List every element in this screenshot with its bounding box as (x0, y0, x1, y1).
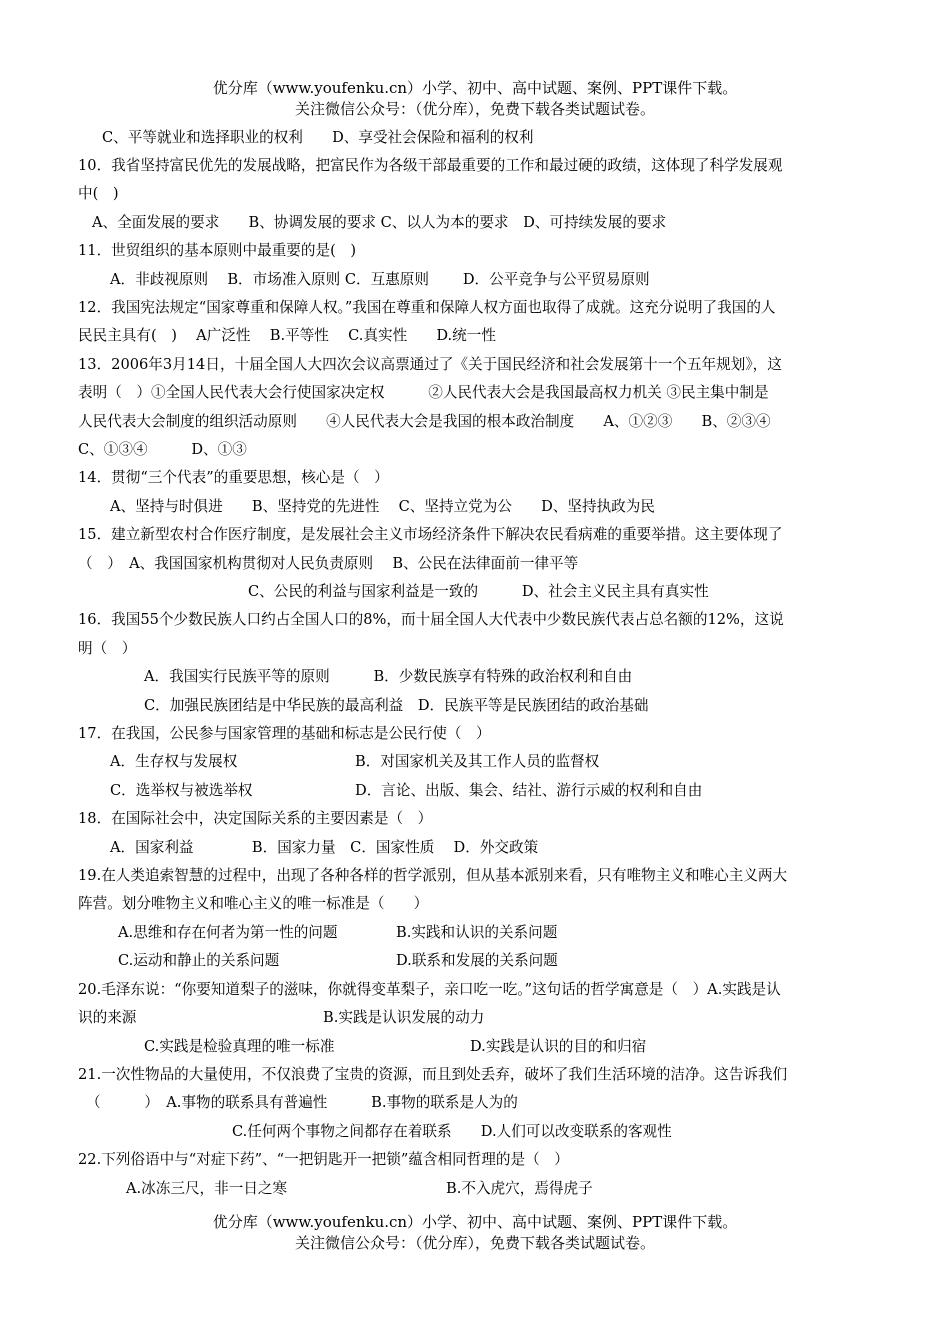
q17-option-b: B．对国家机关及其工作人员的监督权 (355, 753, 600, 770)
footer-line-1: 优分库（www.youfenku.cn）小学、初中、高中试题、案例、PPT课件下载。 (212, 1213, 738, 1231)
q22-option-b: B.不入虎穴，焉得虎子 (446, 1180, 593, 1197)
q16-stem: 16．我国55个少数民族人口约占全国人口的8%，而十届全国人大代表中少数民族代表占总名额的12%，这说 (78, 611, 784, 628)
q13-statements-1: 表明（ ）①全国人民代表大会行使国家决定权 ②人民代表大会是我国最高权力机关 ③民主集中制是 (78, 384, 769, 401)
q14-options: A、坚持与时俱进 B、坚持党的先进性 C、坚持立党为公 D、坚持执政为民 (110, 498, 655, 515)
q12-stem-options: 民民主具有( ) A广泛性 B.平等性 C.真实性 D.统一性 (78, 327, 496, 344)
q13-statements-2: 人民代表大会制度的组织活动原则 ④人民代表大会是我国的根本政治制度 A、①②③ B、②③④ (78, 413, 771, 430)
q17-option-c: C．选举权与被选举权 (110, 782, 253, 799)
q20-stem: 20.毛泽东说：“你要知道梨子的滋味，你就得变革梨子，亲口吃一吃。”这句话的哲学寓意是（ ）A.实践是认 (78, 981, 781, 998)
q16-options-ab: A．我国实行民族平等的原则 B．少数民族享有特殊的政治权利和自由 (144, 668, 633, 685)
q18-stem: 18．在国际社会中，决定国际关系的主要因素是（ ） (78, 810, 433, 827)
q22-stem: 22.下列俗语中与“对症下药”、“一把钥匙开一把锁”蕴含相同哲理的是（ ） (78, 1151, 569, 1168)
q10-stem: 10．我省坚持富民优先的发展战略，把富民作为各级干部最重要的工作和最过硬的政绩，这体现了科学发展观 (78, 157, 783, 174)
header-line-2: 关注微信公众号：（优分库），免费下载各类试题试卷。 (294, 100, 655, 118)
q13-options-cd: C、①③④ D、①③ (78, 441, 247, 458)
q19-option-b: B.实践和认识的关系问题 (396, 924, 558, 941)
q19-stem-cont: 阵营。划分唯物主义和唯心主义的唯一标准是（ ） (78, 895, 429, 912)
q21-options-ab: （ ） A.事物的联系具有普遍性 B.事物的联系是人为的 (86, 1094, 518, 1111)
q17-stem: 17．在我国，公民参与国家管理的基础和标志是公民行使（ ） (78, 725, 491, 742)
q16-stem-cont: 明（ ） (78, 640, 137, 657)
q11-stem: 11．世贸组织的基本原则中最重要的是( ) (78, 242, 357, 259)
q19-option-d: D.联系和发展的关系问题 (396, 952, 558, 969)
q19-option-a: A.思维和存在何者为第一性的问题 (118, 924, 338, 941)
q19-option-c: C.运动和静止的关系问题 (118, 952, 280, 969)
q17-option-d: D．言论、出版、集会、结社、游行示威的权利和自由 (355, 782, 703, 799)
q16-options-cd: C．加强民族团结是中华民族的最高利益 D．民族平等是民族团结的政治基础 (144, 697, 649, 714)
q9-options-cd: C、平等就业和选择职业的权利 D、享受社会保险和福利的权利 (102, 129, 534, 146)
q20-option-b: B.实践是认识发展的动力 (323, 1009, 485, 1026)
q11-options: A．非歧视原则 B．市场准入原则 C．互惠原则 D．公平竞争与公平贸易原则 (110, 271, 650, 288)
q15-stem: 15．建立新型农村合作医疗制度，是发展社会主义市场经济条件下解决农民看病难的重要举措。这主要体现了 (78, 526, 783, 543)
q20-option-a-cont: 识的来源 (78, 1009, 137, 1026)
q15-options-ab: （ ） A、我国国家机构贯彻对人民负责原则 B、公民在法律面前一律平等 (78, 555, 579, 572)
q14-stem: 14．贯彻“三个代表”的重要思想，核心是（ ） (78, 469, 389, 486)
q18-options: A．国家利益 B．国家力量 C．国家性质 D．外交政策 (110, 839, 539, 856)
q22-option-a: A.冰冻三尺，非一日之寒 (126, 1180, 288, 1197)
header-line-1: 优分库（www.youfenku.cn）小学、初中、高中试题、案例、PPT课件下载。 (212, 79, 738, 97)
q15-options-cd: C、公民的利益与国家利益是一致的 D、社会主义民主具有真实性 (248, 583, 709, 600)
q13-stem: 13．2006年3月14日，十届全国人大四次会议高票通过了《关于国民经济和社会发展第十一个五年规划》，这 (78, 356, 782, 373)
q10-stem-cont: 中( ) (78, 185, 119, 202)
q10-options: A、全面发展的要求 B、协调发展的要求 C、以人为本的要求 D、可持续发展的要求 (92, 214, 667, 231)
q17-option-a: A．生存权与发展权 (110, 753, 238, 770)
q19-stem: 19.在人类追索智慧的过程中，出现了各种各样的哲学派别，但从基本派别来看，只有唯物主义和唯心主义两大 (78, 867, 788, 884)
q20-option-c: C.实践是检验真理的唯一标准 (144, 1038, 335, 1055)
q21-stem: 21.一次性物品的大量使用，不仅浪费了宝贵的资源，而且到处丢弃，破坏了我们生活环境的洁净。这告诉我们 (78, 1066, 788, 1083)
footer-line-2: 关注微信公众号：（优分库），免费下载各类试题试卷。 (294, 1234, 655, 1252)
q20-option-d: D.实践是认识的目的和归宿 (470, 1038, 647, 1055)
q21-options-cd: C.任何两个事物之间都存在着联系 D.人们可以改变联系的客观性 (232, 1123, 672, 1140)
q12-stem: 12．我国宪法规定“国家尊重和保障人权。”我国在尊重和保障人权方面也取得了成就。这充分说明了我国的人 (78, 299, 776, 316)
